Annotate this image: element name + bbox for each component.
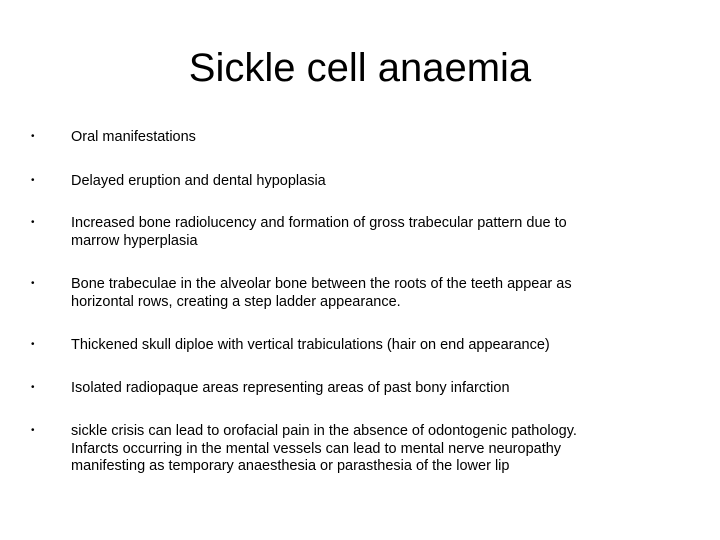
bullet-text: Delayed eruption and dental hypoplasia [71,173,326,189]
bullet-text: Bone trabeculae in the alveolar bone between the roots of the teeth appear as horizontal rows, creating a step ladder appearance. [71,276,572,310]
bullet-dot: • [31,278,35,289]
bullet-dot: • [31,131,35,142]
bullet-text: Oral manifestations [71,129,196,145]
bullet-text: Thickened skull diploe with vertical trabiculations (hair on end appearance) [71,337,550,353]
bullet-dot: • [31,175,35,186]
bullet-text: sickle crisis can lead to orofacial pain in the absence of odontogenic pathology. Infarcts occurring in the mental vessels can lead to mental nerve neuropathy manifesting as temporary anaesthesia or parasthesia of the lower lip [71,423,577,474]
slide-title: Sickle cell anaemia [188,46,532,90]
bullet-dot: • [31,339,35,350]
bullet-dot: • [31,217,35,228]
bullet-dot: • [31,425,35,436]
bullet-text: Isolated radiopaque areas representing areas of past bony infarction [71,380,510,396]
bullet-text: Increased bone radiolucency and formation of gross trabecular pattern due to marrow hyperplasia [71,215,567,249]
bullet-dot: • [31,382,35,393]
